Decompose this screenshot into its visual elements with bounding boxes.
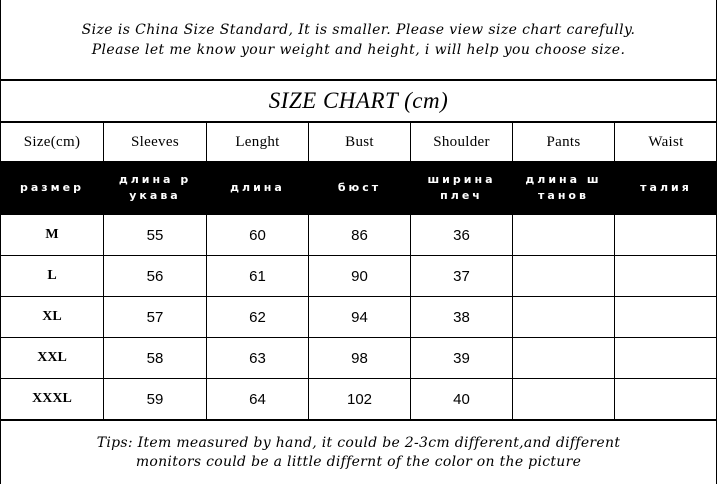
pants-cell <box>513 338 615 379</box>
size-cell: L <box>1 256 104 297</box>
pants-cell <box>513 256 615 297</box>
ru-label-2: укава <box>129 189 181 202</box>
notice-line-1: Size is China Size Standard, It is smaller. Please view size chart carefully. <box>81 21 636 38</box>
table-row <box>1 256 717 297</box>
header-row <box>1 123 717 162</box>
ru-header-sleeves <box>104 162 207 215</box>
header-pants: Pants <box>513 123 615 162</box>
tips-note <box>0 420 717 484</box>
ru-label-2: плеч <box>440 189 483 202</box>
shoulder-cell: 38 <box>411 297 513 338</box>
ru-header-shoulder <box>411 162 513 215</box>
size-cell: M <box>1 215 104 256</box>
header-bust: Bust <box>309 123 411 162</box>
waist-cell <box>615 379 717 420</box>
shoulder-cell: 40 <box>411 379 513 420</box>
bust-cell: 102 <box>309 379 411 420</box>
length-cell: 63 <box>207 338 309 379</box>
waist-cell <box>615 297 717 338</box>
bust-cell: 94 <box>309 297 411 338</box>
pants-cell <box>513 379 615 420</box>
ru-label: талия <box>640 181 692 194</box>
bust-cell: 90 <box>309 256 411 297</box>
ru-header-waist <box>615 162 717 215</box>
size-chart-title: SIZE CHART (cm) <box>0 80 717 122</box>
sleeves-cell: 59 <box>104 379 207 420</box>
ru-label: длина ш <box>525 173 602 186</box>
table-row <box>1 338 717 379</box>
ru-header-bust <box>309 162 411 215</box>
ru-label: длина <box>230 181 285 194</box>
shoulder-cell: 37 <box>411 256 513 297</box>
ru-label: длина р <box>118 173 192 186</box>
size-notice <box>0 0 717 80</box>
table-row <box>1 215 717 256</box>
pants-cell <box>513 215 615 256</box>
ru-label-2: танов <box>538 189 589 202</box>
length-cell: 62 <box>207 297 309 338</box>
bust-cell: 98 <box>309 338 411 379</box>
ru-label: ширина <box>427 173 496 186</box>
ru-header-size <box>1 162 104 215</box>
size-cell: XXXL <box>1 379 104 420</box>
header-size: Size(cm) <box>1 123 104 162</box>
ru-header-pants <box>513 162 615 215</box>
header-sleeves: Sleeves <box>104 123 207 162</box>
length-cell: 61 <box>207 256 309 297</box>
waist-cell <box>615 215 717 256</box>
tips-line-2: monitors could be a little differnt of the color on the picture <box>135 453 582 470</box>
sleeves-cell: 55 <box>104 215 207 256</box>
tips-line-1: Tips: Item measured by hand, it could be 2-3cm different,and different <box>96 434 621 451</box>
header-length: Lenght <box>207 123 309 162</box>
russian-header-row <box>1 162 717 215</box>
length-cell: 64 <box>207 379 309 420</box>
ru-label: размер <box>19 181 84 194</box>
header-waist: Waist <box>615 123 717 162</box>
table-row <box>1 297 717 338</box>
size-table <box>0 122 717 420</box>
waist-cell <box>615 256 717 297</box>
notice-line-2: Please let me know your weight and height, i will help you choose size. <box>91 41 626 58</box>
pants-cell <box>513 297 615 338</box>
table-row <box>1 379 717 420</box>
shoulder-cell: 36 <box>411 215 513 256</box>
waist-cell <box>615 338 717 379</box>
sleeves-cell: 58 <box>104 338 207 379</box>
shoulder-cell: 39 <box>411 338 513 379</box>
header-shoulder: Shoulder <box>411 123 513 162</box>
bust-cell: 86 <box>309 215 411 256</box>
ru-label: бюст <box>337 181 382 194</box>
sleeves-cell: 56 <box>104 256 207 297</box>
size-cell: XL <box>1 297 104 338</box>
sleeves-cell: 57 <box>104 297 207 338</box>
length-cell: 60 <box>207 215 309 256</box>
size-cell: XXL <box>1 338 104 379</box>
ru-header-length <box>207 162 309 215</box>
